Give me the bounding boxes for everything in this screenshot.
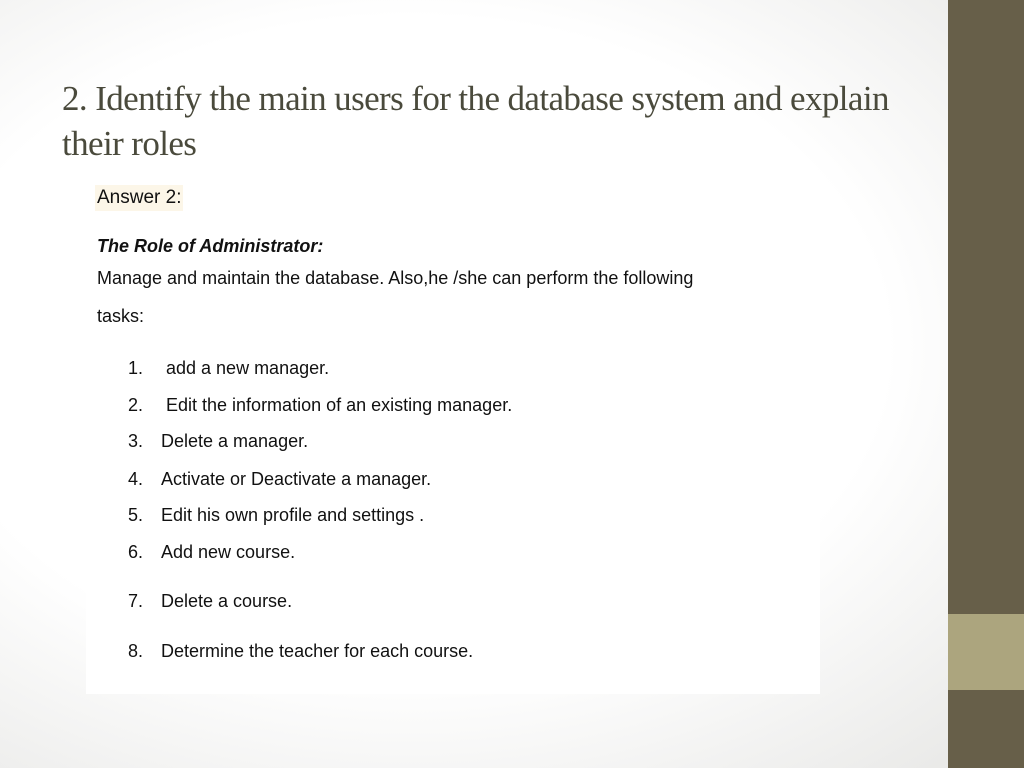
task-number: 7. (128, 591, 144, 611)
task-item (128, 431, 308, 452)
task-item (128, 591, 292, 612)
task-item (128, 542, 295, 563)
task-text: Delete a course. (161, 591, 293, 611)
task-number: 4. (128, 469, 144, 489)
role-description-continued: tasks: (97, 306, 145, 326)
task-item (128, 395, 512, 416)
task-number: 3. (128, 431, 144, 451)
task-number: 8. (128, 641, 144, 661)
answer-label: Answer 2: (95, 185, 183, 211)
task-text: Edit the information of an existing manager. (161, 395, 513, 415)
task-number: 6. (128, 542, 144, 562)
task-text: Add new course. (161, 542, 296, 562)
task-item (128, 641, 473, 662)
task-text: Determine the teacher for each course. (161, 641, 474, 661)
task-text: Delete a manager. (161, 431, 309, 451)
task-item (128, 469, 431, 490)
task-number: 2. (128, 395, 144, 415)
role-description: Manage and maintain the database. Also,he /she can perform the following (97, 268, 694, 288)
task-number: 1. (128, 358, 144, 378)
answer-content-image (86, 178, 820, 694)
task-text: Edit his own profile and settings . (161, 505, 425, 525)
role-heading: The Role of Administrator: (97, 236, 324, 256)
side-band-accent (948, 614, 1024, 690)
side-band (948, 0, 1024, 768)
task-item (128, 358, 329, 379)
task-item (128, 505, 424, 526)
task-text: add a new manager. (161, 358, 330, 378)
task-number: 5. (128, 505, 144, 525)
task-text: Activate or Deactivate a manager. (161, 469, 432, 489)
slide-title: 2. Identify the main users for the database system and explain their roles (62, 79, 889, 163)
